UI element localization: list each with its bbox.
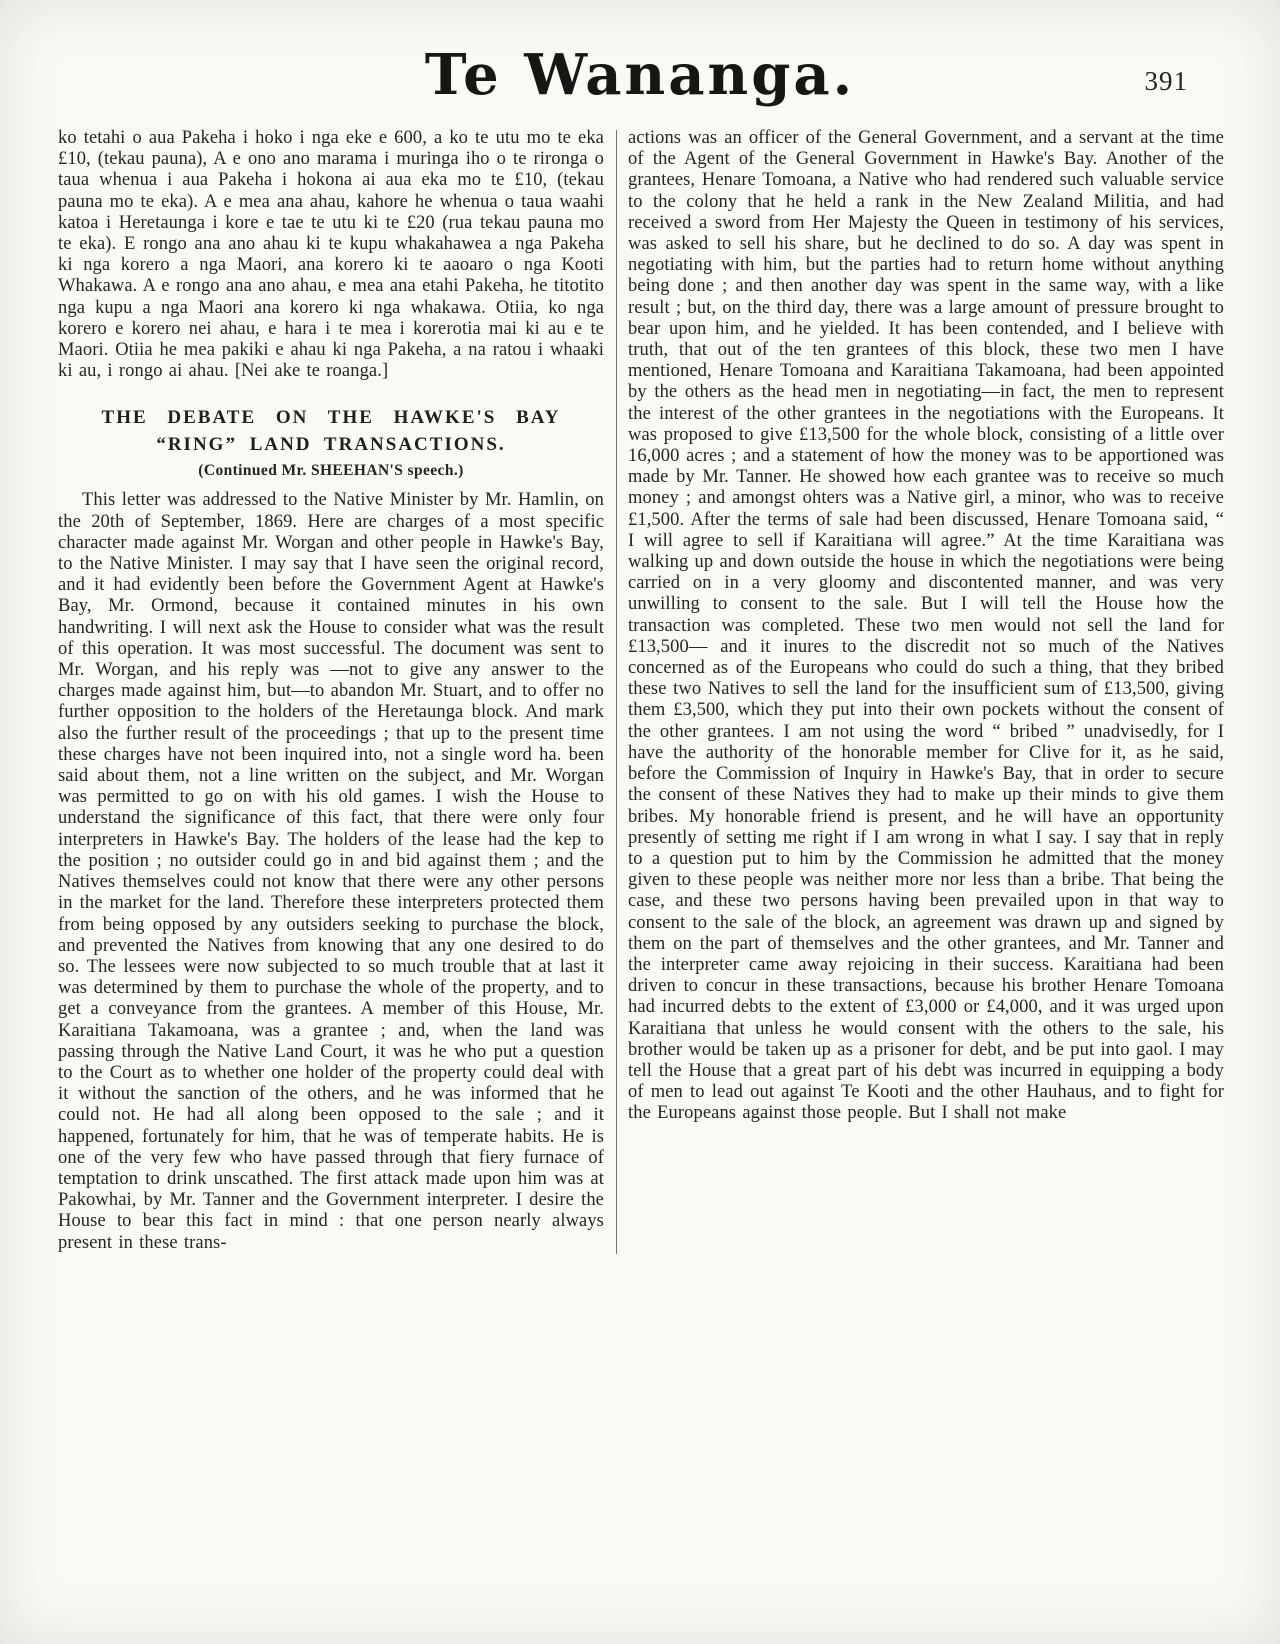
article-heading	[64, 404, 598, 458]
left-column	[58, 128, 604, 1254]
speech-continuation-paragraph: actions was an officer of the General Government, and a servant at the time of the Agent of the General Government in Hawke's Bay. Another of the grantees, Henare Tomoana, a Native who had rendered such valuable service to the colony that he held a rank in the New Zealand Militia, and had received a sword from Her Majesty the Queen in testimony of his services, was asked to sell his share, but he declined to do so. A day was spent in negotiating with him, but the parties had to return home without anything being done ; and then another day was spent in the same way, with a like result ; but, on the third day, there was a large amount of pressure brought to bear upon him, and he yielded. It has been contended, and I believe with truth, that out of the ten grantees of this block, these two men I have mentioned, Henare Tomoana and Karaitiana Takamoana, had been appointed by the others as the head men in negotiating—in fact, the men to represent the interest of the other grantees in the negotiations with the Europeans. It was proposed to give £13,500 for the whole block, consisting of a little over 16,000 acres ; and a statement of how the money was to be apportioned was made by Mr. Tanner. He showed how each grantee was to receive so much money ; and amongst ohters was a Native girl, a minor, who was to receive £1,500. After the terms of sale had been discussed, Henare Tomoana said, “ I will agree to sell if Karaitiana will agree.” At the time Karaitiana was walking up and down outside the house in which the negotiations were being carried on in a very gloomy and discontented manner, and was very unwilling to consent to the sale. But I will tell the House how the transaction was completed. These two men would not sell the land for £13,500— and it inures to the discredit not so much of the Natives concerned as of the Europeans who could do such a thing, that they bribed these two Natives to sell the land for the insufficient sum of £13,500, giving them £3,500, which they put into their own pockets without the consent of the other grantees. I am not using the word “ bribed ” unadvisedly, for I have the authority of the honorable member for Clive for it, as he said, before the Commission of Inquiry in Hawke's Bay, that in order to secure the consent of these Natives they had to make up their minds to give them bribes. My honorable friend is present, and he will have an opportunity presently of setting me right if I am wrong in what I say. I say that in reply to a question put to him by the Commission he admitted that the money given to these people was neither more nor less than a bribe. That being the case, and these two persons having been prevailed upon in that way to consent to the sale of the block, an agreement was drawn up and signed by them on the part of themselves and the other grantees, and Mr. Tanner and the interpreter came away rejoicing in their success. Karaitiana had been driven to concur in these transactions, because his brother Henare Tomoana had incurred debts to the extent of £3,000 or £4,000, and it was urged upon Karaitiana that unless he would consent with the others to the sale, his brother would be taken up as a prisoner for debt, and be put into gaol. I may tell the House that a great part of his debt was incurred in equipping a body of men to lead out against Te Kooti and the other Hauhaus, and to fight for the Europeans against those people. But I shall not make	[628, 128, 1224, 1124]
article-heading-line1: THE DEBATE ON THE HAWKE'S BAY	[101, 407, 561, 429]
masthead-title: Te Wananga.	[424, 42, 856, 108]
article-heading-line2: “RING” LAND TRANSACTIONS.	[156, 434, 506, 456]
speech-paragraph: This letter was addressed to the Native Minister by Mr. Hamlin, on the 20th of September, 1869. Here are charges of a most specific character made against Mr. Worgan and other people in Hawke's Bay, to the Native Minister. I may say that I have seen the original record, and it had evidently been before the Government Agent at Hawke's Bay, Mr. Ormond, because it contained minutes in his own handwriting. I will next ask the House to consider what was the result of this operation. It was most successful. The document was sent to Mr. Worgan, and his reply was —not to give any answer to the charges made against him, but—to abandon Mr. Stuart, and to offer no further opposition to the holders of the Heretaunga block. And mark also the further result of the proceedings ; that up to the present time these charges have not been inquired into, not a single word ha. been said about them, not a line written on the subject, and Mr. Worgan was permitted to go on with his old games. I wish the House to understand the significance of this fact, that there were only four interpreters in Hawke's Bay. The holders of the lease had the kep to the position ; no outsider could go in and bid against them ; and the Natives themselves could not know that there were any other persons in the market for the land. Therefore these interpreters protected them from being opposed by any outsiders seeking to purchase the block, and prevented the Natives from knowing that any one desired to do so. The lessees were now subjected to so much trouble that at last it was determined by them to purchase the whole of the property, and to get a conveyance from the grantees. A member of this House, Mr. Karaitiana Takamoana, was a grantee ; and, when the land was passing through the Native Land Court, it was he who put a question to the Court as to whether one holder of the property could deal with it without the sanction of the others, and he was informed that he could not. He had all along been opposed to the sale ; and it happened, fortunately for him, that he was of temperate habits. He is one of the very few who have passed through that fiery furnace of temptation to drink unscathed. The first attack made upon him was at Pakowhai, by Mr. Tanner and the Government interpreter. I desire the House to bear this fact in mind : that one person nearly always present in these trans-	[58, 490, 604, 1253]
page-number: 391	[1144, 66, 1188, 96]
maori-continuation-paragraph: ko tetahi o aua Pakeha i hoko i nga eke e 600, a ko te utu mo te eka £10, (tekau pauna), A e ono ano marama i muringa iho o te rironga o taua whenua i aua Pakeha i hokona ai aua eka mo te £10, (tekau pauna mo te eka). A e mea ana ahau, kahore he whenua o taua waahi katoa i Heretaunga i kore e tae te utu ki te £20 (rua tekau pauna mo te eka). E rongo ana ano ahau ki te kupu whakahawea a nga Pakeha ki nga korero a nga Maori, ana korero ki te aaoaro o nga Kooti Whakawa. A e rongo ana ano ahau, e mea ana etahi Pakeha, he titotito nga kupu a nga Maori ana korero ki nga whakawa. Otiia, ko nga korero e korero nei ahau, e hara i te mea i korerotia mai ki au e te Maori. Otiia he mea pakiki e ahau ki nga Pakeha, a na ratou i whaaki ki au, i rongo ai ahau. [Nei ake te roanga.]	[58, 128, 604, 382]
article-subheading: (Continued Mr. SHEEHAN'S speech.)	[198, 462, 464, 480]
masthead-row	[0, 0, 1280, 128]
column-divider-rule	[616, 130, 617, 1254]
right-column	[628, 128, 1224, 1125]
columns-container	[58, 128, 1224, 1254]
